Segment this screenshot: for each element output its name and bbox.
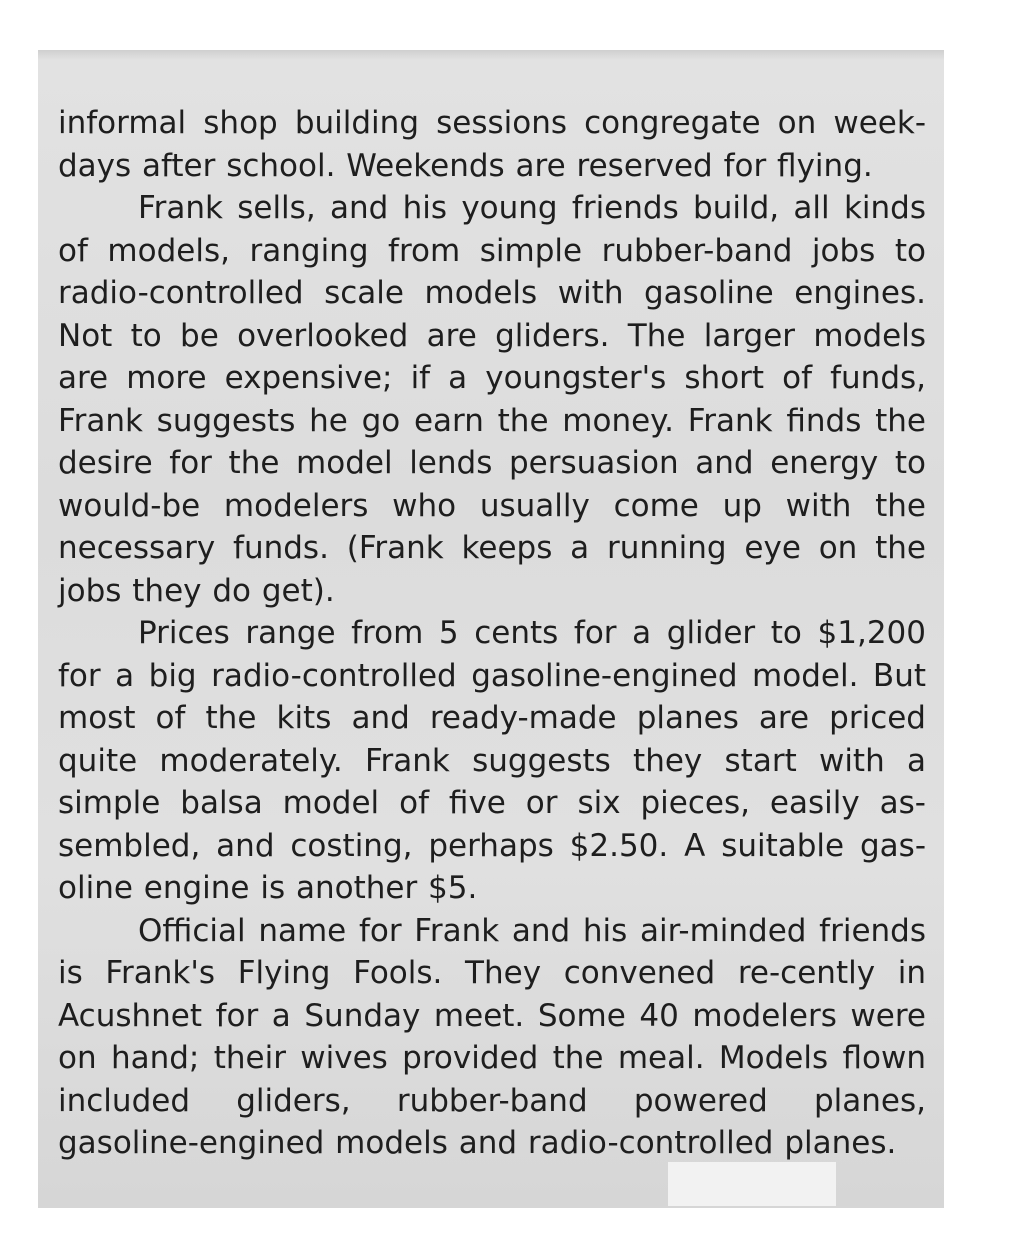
- article-paragraph-1: informal shop building sessions congregate on week-days after school. Weekends are reserved for flying.: [58, 105, 926, 184]
- article-body: [58, 102, 926, 1165]
- article-paragraph-4: Official name for Frank and his air-minded friends is Frank's Flying Fools. They convened re-cently in Acushnet for a Sunday meet. Some 40 modelers were on hand; their wives provided the meal. Models flown included gliders, rubber-band powered planes, gasoline-engined models and radio-controlled planes.: [58, 912, 926, 1161]
- article-paragraph-3: Prices range from 5 cents for a glider to $1,200 for a big radio-controlled gasoline-engined model. But most of the kits and ready-made planes are priced quite moderately. Frank suggests they start with a simple balsa model of five or six pieces, easily as-sembled, and costing, perhaps $2.50. A suitable gas-oline engine is another $5.: [58, 615, 926, 906]
- newspaper-clipping: [38, 50, 944, 1208]
- tape-patch: [668, 1162, 836, 1206]
- clipping-top-shadow: [38, 50, 944, 60]
- article-paragraph-2: Frank sells, and his young friends build, all kinds of models, ranging from simple rubber-band jobs to radio-controlled scale models with gasoline engines. Not to be overlooked are gliders. The larger models are more expensive; if a youngster's short of funds, Frank suggests he go earn the money. Frank finds the desire for the model lends persuasion and energy to would-be modelers who usually come up with the necessary funds. (Frank keeps a running eye on the jobs they do get).: [58, 190, 926, 609]
